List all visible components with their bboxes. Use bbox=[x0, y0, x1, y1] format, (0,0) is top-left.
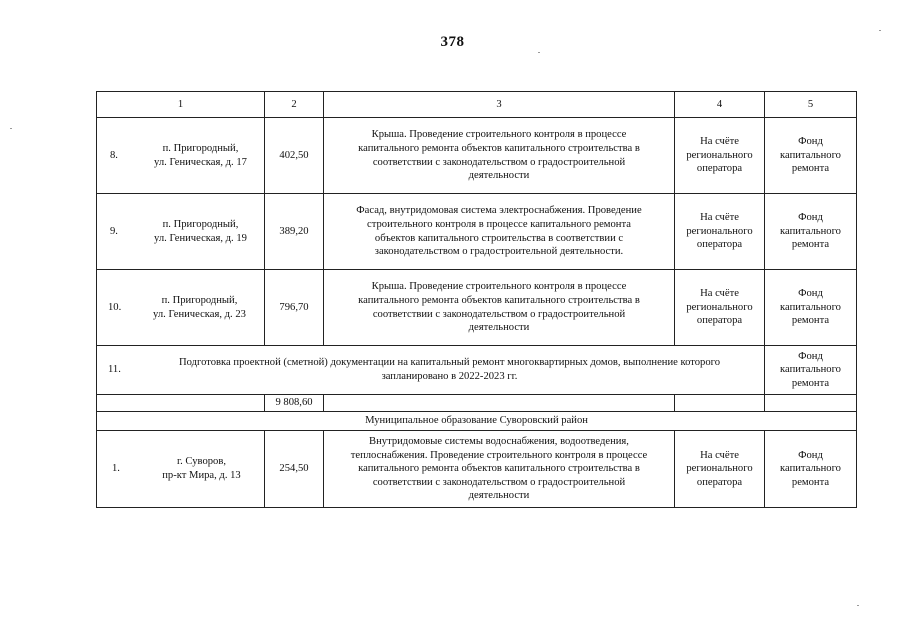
address-line: ул. Геническая, д. 23 bbox=[153, 308, 246, 320]
executor-line: На счёте bbox=[700, 449, 739, 461]
source-line: Фонд bbox=[798, 350, 823, 362]
source-line: ремонта bbox=[791, 163, 830, 175]
executor-line: регионального bbox=[686, 225, 753, 237]
scan-speck bbox=[10, 128, 12, 129]
scan-speck bbox=[879, 30, 881, 31]
source-cell bbox=[765, 270, 857, 346]
row-number: 11. bbox=[108, 364, 121, 376]
executor-line: оператора bbox=[696, 239, 743, 251]
total-row bbox=[97, 395, 857, 412]
source-cell bbox=[765, 118, 857, 194]
executor-cell bbox=[675, 270, 765, 346]
address-cell bbox=[97, 431, 265, 508]
executor-line: На счёте bbox=[700, 136, 739, 148]
source-line: капитального bbox=[780, 364, 841, 376]
source-line: капитального bbox=[780, 463, 841, 475]
work-line: деятельности bbox=[468, 322, 530, 334]
table-row bbox=[97, 194, 857, 270]
executor-line: регионального bbox=[686, 149, 753, 161]
empty-cell bbox=[97, 395, 265, 412]
scan-speck bbox=[538, 52, 540, 53]
address-cell bbox=[97, 194, 265, 270]
work-line: деятельности bbox=[468, 490, 530, 502]
work-line: капитального ремонта объектов капитального строительства в bbox=[358, 294, 640, 306]
empty-cell bbox=[324, 395, 675, 412]
row-number: 8. bbox=[110, 149, 118, 161]
area-cell: 796,70 bbox=[265, 270, 324, 346]
work-line: деятельности bbox=[468, 170, 530, 182]
executor-cell bbox=[675, 118, 765, 194]
work-line: законодательством о градостроительной деятельности. bbox=[374, 246, 624, 258]
total-value: 9 808,60 bbox=[265, 395, 324, 412]
empty-cell bbox=[765, 395, 857, 412]
header-cell: 4 bbox=[675, 92, 765, 118]
row-number: 1. bbox=[112, 463, 120, 475]
source-line: ремонта bbox=[791, 476, 830, 488]
design-docs-cell bbox=[97, 346, 765, 395]
source-line: ремонта bbox=[791, 239, 830, 251]
section-row bbox=[97, 412, 857, 431]
design-docs-line: запланировано в 2022-2023 гг. bbox=[381, 371, 518, 382]
work-line: Крыша. Проведение строительного контроля в процессе bbox=[371, 281, 627, 293]
table-row bbox=[97, 431, 857, 508]
source-cell bbox=[765, 194, 857, 270]
work-cell bbox=[324, 270, 675, 346]
work-cell bbox=[324, 194, 675, 270]
source-line: Фонд bbox=[798, 212, 823, 224]
work-line: строительного контроля в процессе капитального ремонта bbox=[367, 218, 631, 230]
work-line: объектов капитального строительства в соответствии с bbox=[374, 232, 624, 244]
executor-line: На счёте bbox=[700, 288, 739, 300]
executor-line: На счёте bbox=[700, 212, 739, 224]
table-row bbox=[97, 346, 857, 395]
executor-line: оператора bbox=[696, 315, 743, 327]
address-line: ул. Геническая, д. 17 bbox=[154, 156, 247, 168]
header-cell: 1 bbox=[97, 92, 265, 118]
executor-line: регионального bbox=[686, 463, 753, 475]
scan-speck bbox=[857, 605, 859, 606]
design-docs-line: Подготовка проектной (сметной) документации на капитальный ремонт многоквартирных домов, выполнение которого bbox=[179, 357, 720, 369]
executor-cell bbox=[675, 194, 765, 270]
area-cell: 389,20 bbox=[265, 194, 324, 270]
source-line: Фонд bbox=[798, 288, 823, 300]
table-row bbox=[97, 118, 857, 194]
header-cell: 5 bbox=[765, 92, 857, 118]
works-table bbox=[96, 91, 857, 508]
source-line: капитального bbox=[780, 149, 841, 161]
address-line: п. Пригородный, bbox=[162, 218, 239, 230]
source-line: капитального bbox=[780, 225, 841, 237]
address-line: ул. Геническая, д. 19 bbox=[154, 232, 247, 244]
work-line: соответствии с законодательством о градостроительной bbox=[372, 476, 626, 488]
executor-cell bbox=[675, 431, 765, 508]
table-row bbox=[97, 270, 857, 346]
header-cell: 3 bbox=[324, 92, 675, 118]
work-line: Фасад, внутридомовая система электроснабжения. Проведение bbox=[356, 205, 642, 217]
work-cell bbox=[324, 431, 675, 508]
source-line: Фонд bbox=[798, 136, 823, 148]
address-line: п. Пригородный, bbox=[162, 142, 239, 154]
section-title: Муниципальное образование Суворовский район bbox=[97, 412, 857, 431]
executor-line: оператора bbox=[696, 476, 743, 488]
source-cell bbox=[765, 431, 857, 508]
work-line: теплоснабжения. Проведение строительного контроля в процессе bbox=[350, 449, 648, 461]
area-cell: 254,50 bbox=[265, 431, 324, 508]
source-line: ремонта bbox=[791, 315, 830, 327]
work-line: соответствии с законодательством о градостроительной bbox=[372, 156, 626, 168]
empty-cell bbox=[675, 395, 765, 412]
address-line: г. Суворов, bbox=[176, 456, 227, 468]
address-line: пр-кт Мира, д. 13 bbox=[162, 470, 241, 481]
header-cell: 2 bbox=[265, 92, 324, 118]
address-cell bbox=[97, 270, 265, 346]
work-line: Внутридомовые системы водоснабжения, водоотведения, bbox=[369, 436, 629, 448]
work-line: Крыша. Проведение строительного контроля в процессе bbox=[371, 129, 627, 141]
address-cell bbox=[97, 118, 265, 194]
executor-line: регионального bbox=[686, 301, 753, 313]
source-line: Фонд bbox=[798, 449, 823, 461]
page-number: 378 bbox=[440, 34, 465, 50]
executor-line: оператора bbox=[696, 163, 743, 175]
row-number: 9. bbox=[110, 225, 118, 237]
address-line: п. Пригородный, bbox=[161, 294, 238, 306]
work-line: соответствии с законодательством о градостроительной bbox=[372, 308, 626, 320]
row-number: 10. bbox=[108, 301, 122, 313]
source-line: капитального bbox=[780, 301, 841, 313]
work-line: капитального ремонта объектов капитального строительства в bbox=[358, 463, 640, 475]
source-cell bbox=[765, 346, 857, 395]
work-cell bbox=[324, 118, 675, 194]
source-line: ремонта bbox=[791, 377, 830, 389]
area-cell: 402,50 bbox=[265, 118, 324, 194]
header-row bbox=[97, 92, 857, 118]
work-line: капитального ремонта объектов капитального строительства в bbox=[358, 142, 640, 154]
